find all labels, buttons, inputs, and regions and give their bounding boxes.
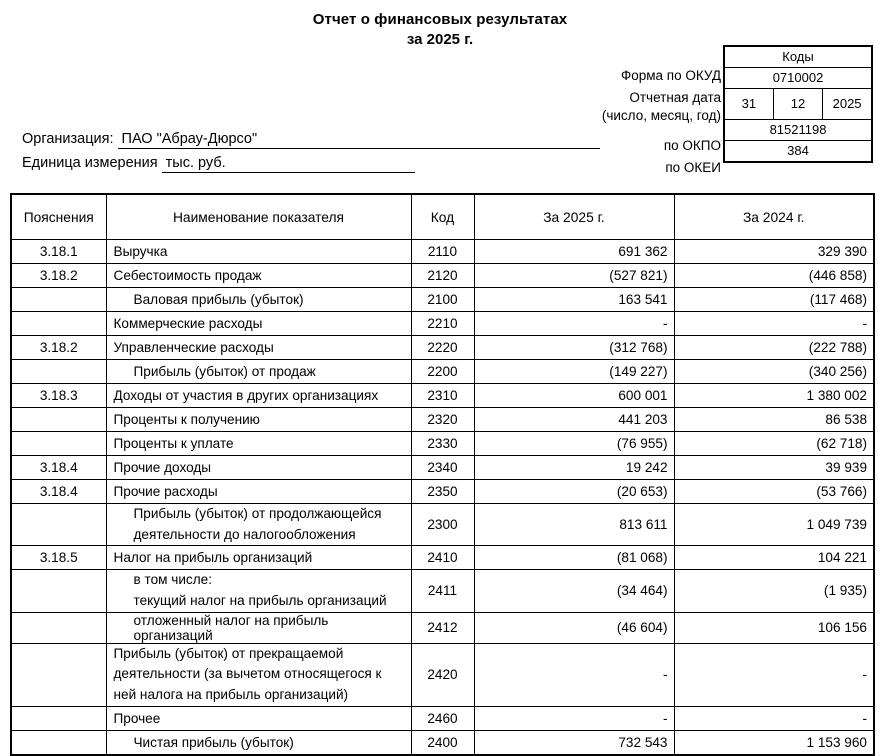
cell-value-previous-year: 1 380 002 bbox=[674, 384, 874, 408]
cell-code: 2110 bbox=[411, 240, 474, 264]
cell-code: 2420 bbox=[411, 643, 474, 706]
cell-value-previous-year: (446 858) bbox=[674, 264, 874, 288]
header-year-current: За 2025 г. bbox=[474, 194, 674, 240]
cell-value-previous-year: 86 538 bbox=[674, 408, 874, 432]
financial-results-table bbox=[10, 193, 873, 756]
cell-code: 2411 bbox=[411, 570, 474, 612]
cell-value-current-year: (46 604) bbox=[474, 612, 674, 643]
codes-okud-value: 0710002 bbox=[724, 68, 872, 89]
table-row bbox=[11, 730, 874, 755]
cell-code: 2412 bbox=[411, 612, 474, 643]
cell-value-current-year: (81 068) bbox=[474, 546, 674, 570]
cell-value-current-year: 813 611 bbox=[474, 504, 674, 546]
codes-okpo-value: 81521198 bbox=[724, 120, 872, 141]
table-row bbox=[11, 360, 874, 384]
cell-explanation bbox=[11, 408, 106, 432]
cell-code: 2310 bbox=[411, 384, 474, 408]
cell-value-previous-year: 1 049 739 bbox=[674, 504, 874, 546]
cell-value-current-year: (34 464) bbox=[474, 570, 674, 612]
organization-row bbox=[22, 131, 600, 149]
cell-code: 2200 bbox=[411, 360, 474, 384]
cell-indicator-name: Прибыль (убыток) от прекращаемой деятельности (за вычетом относящегося к ней налога на прибыль организаций) bbox=[106, 643, 411, 706]
cell-explanation bbox=[11, 504, 106, 546]
cell-indicator-name: Управленческие расходы bbox=[106, 336, 411, 360]
cell-value-current-year: (527 821) bbox=[474, 264, 674, 288]
table-row bbox=[11, 546, 874, 570]
unit-label: Единица измерения bbox=[22, 155, 158, 171]
cell-value-current-year: (149 227) bbox=[474, 360, 674, 384]
cell-indicator-name: Налог на прибыль организаций bbox=[106, 546, 411, 570]
cell-code: 2300 bbox=[411, 504, 474, 546]
cell-value-current-year: (76 955) bbox=[474, 432, 674, 456]
cell-indicator-name: Проценты к уплате bbox=[106, 432, 411, 456]
cell-explanation bbox=[11, 312, 106, 336]
table-row bbox=[11, 336, 874, 360]
cell-explanation bbox=[11, 706, 106, 730]
header-year-previous: За 2024 г. bbox=[674, 194, 874, 240]
table-row bbox=[11, 504, 874, 546]
cell-indicator-name: Чистая прибыль (убыток) bbox=[106, 730, 411, 755]
table-row bbox=[11, 432, 874, 456]
cell-value-previous-year: 104 221 bbox=[674, 546, 874, 570]
cell-code: 2410 bbox=[411, 546, 474, 570]
table-header-row bbox=[11, 194, 874, 240]
page-title bbox=[0, 0, 880, 48]
cell-value-previous-year: - bbox=[674, 643, 874, 706]
cell-explanation bbox=[11, 360, 106, 384]
cell-indicator-name: Доходы от участия в других организациях bbox=[106, 384, 411, 408]
label-date-parts: (число, месяц, год) bbox=[601, 108, 721, 123]
cell-value-current-year: 19 242 bbox=[474, 456, 674, 480]
cell-value-current-year: 441 203 bbox=[474, 408, 674, 432]
organization-label: Организация: bbox=[22, 131, 114, 147]
cell-indicator-name: отложенный налог на прибыль организаций bbox=[106, 612, 411, 643]
cell-value-previous-year: 106 156 bbox=[674, 612, 874, 643]
cell-value-current-year: 163 541 bbox=[474, 288, 674, 312]
label-report-date: Отчетная дата bbox=[629, 90, 721, 105]
table-row bbox=[11, 384, 874, 408]
cell-explanation bbox=[11, 643, 106, 706]
cell-explanation: 3.18.5 bbox=[11, 546, 106, 570]
cell-explanation bbox=[11, 612, 106, 643]
table-row bbox=[11, 312, 874, 336]
cell-indicator-name: Прочие доходы bbox=[106, 456, 411, 480]
cell-indicator-name: Прибыль (убыток) от продаж bbox=[106, 360, 411, 384]
cell-explanation bbox=[11, 730, 106, 755]
table-row bbox=[11, 570, 874, 612]
cell-code: 2100 bbox=[411, 288, 474, 312]
organization-value: ПАО "Абрау-Дюрсо" bbox=[118, 131, 600, 149]
cell-code: 2350 bbox=[411, 480, 474, 504]
cell-explanation bbox=[11, 432, 106, 456]
cell-code: 2210 bbox=[411, 312, 474, 336]
table-row bbox=[11, 456, 874, 480]
cell-value-previous-year: 1 153 960 bbox=[674, 730, 874, 755]
cell-code: 2120 bbox=[411, 264, 474, 288]
cell-indicator-name: Прочие расходы bbox=[106, 480, 411, 504]
cell-value-current-year: 691 362 bbox=[474, 240, 674, 264]
cell-value-current-year: (20 653) bbox=[474, 480, 674, 504]
cell-value-previous-year: 39 939 bbox=[674, 456, 874, 480]
unit-value: тыс. руб. bbox=[162, 155, 415, 173]
cell-explanation: 3.18.1 bbox=[11, 240, 106, 264]
codes-month-value: 12 bbox=[773, 89, 822, 120]
cell-value-current-year: 732 543 bbox=[474, 730, 674, 755]
header-code: Код bbox=[411, 194, 474, 240]
codes-okei-value: 384 bbox=[724, 141, 872, 163]
cell-indicator-name: Себестоимость продаж bbox=[106, 264, 411, 288]
cell-indicator-name: Проценты к получению bbox=[106, 408, 411, 432]
cell-value-current-year: - bbox=[474, 706, 674, 730]
codes-day-value: 31 bbox=[724, 89, 773, 120]
cell-indicator-name: Прибыль (убыток) от продолжающейся деятельности до налогообложения bbox=[106, 504, 411, 546]
cell-explanation: 3.18.3 bbox=[11, 384, 106, 408]
cell-value-previous-year: (62 718) bbox=[674, 432, 874, 456]
header-indicator-name: Наименование показателя bbox=[106, 194, 411, 240]
cell-value-previous-year: 329 390 bbox=[674, 240, 874, 264]
cell-value-previous-year: (1 935) bbox=[674, 570, 874, 612]
cell-value-previous-year: (222 788) bbox=[674, 336, 874, 360]
header-explanations: Пояснения bbox=[11, 194, 106, 240]
cell-explanation bbox=[11, 570, 106, 612]
cell-value-previous-year: - bbox=[674, 312, 874, 336]
codes-year-value: 2025 bbox=[823, 89, 872, 120]
unit-row bbox=[22, 155, 415, 173]
cell-indicator-name: Выручка bbox=[106, 240, 411, 264]
cell-explanation bbox=[11, 288, 106, 312]
codes-header: Коды bbox=[724, 46, 872, 68]
table-row bbox=[11, 264, 874, 288]
label-okei: по ОКЕИ bbox=[665, 160, 721, 175]
label-okud: Форма по ОКУД bbox=[620, 68, 721, 83]
label-okpo: по ОКПО bbox=[663, 138, 721, 153]
cell-indicator-name: Валовая прибыль (убыток) bbox=[106, 288, 411, 312]
cell-explanation: 3.18.2 bbox=[11, 264, 106, 288]
cell-value-previous-year: (53 766) bbox=[674, 480, 874, 504]
cell-value-previous-year: (340 256) bbox=[674, 360, 874, 384]
cell-value-current-year: - bbox=[474, 312, 674, 336]
codes-table bbox=[723, 45, 873, 163]
cell-code: 2400 bbox=[411, 730, 474, 755]
table-row bbox=[11, 706, 874, 730]
table-row bbox=[11, 408, 874, 432]
report-title-line2: за 2025 г. bbox=[406, 31, 474, 48]
cell-value-current-year: - bbox=[474, 643, 674, 706]
cell-indicator-name: в том числе: текущий налог на прибыль организаций bbox=[106, 570, 411, 612]
table-row bbox=[11, 643, 874, 706]
cell-code: 2460 bbox=[411, 706, 474, 730]
cell-value-previous-year: - bbox=[674, 706, 874, 730]
cell-code: 2330 bbox=[411, 432, 474, 456]
cell-indicator-name: Коммерческие расходы bbox=[106, 312, 411, 336]
table-row bbox=[11, 288, 874, 312]
cell-value-previous-year: (117 468) bbox=[674, 288, 874, 312]
cell-value-current-year: (312 768) bbox=[474, 336, 674, 360]
cell-explanation: 3.18.4 bbox=[11, 456, 106, 480]
table-row bbox=[11, 612, 874, 643]
cell-code: 2340 bbox=[411, 456, 474, 480]
cell-explanation: 3.18.4 bbox=[11, 480, 106, 504]
report-title-line1: Отчет о финансовых результатах bbox=[312, 11, 568, 28]
cell-explanation: 3.18.2 bbox=[11, 336, 106, 360]
cell-value-current-year: 600 001 bbox=[474, 384, 674, 408]
cell-code: 2220 bbox=[411, 336, 474, 360]
table-row bbox=[11, 480, 874, 504]
cell-indicator-name: Прочее bbox=[106, 706, 411, 730]
cell-code: 2320 bbox=[411, 408, 474, 432]
table-row bbox=[11, 240, 874, 264]
